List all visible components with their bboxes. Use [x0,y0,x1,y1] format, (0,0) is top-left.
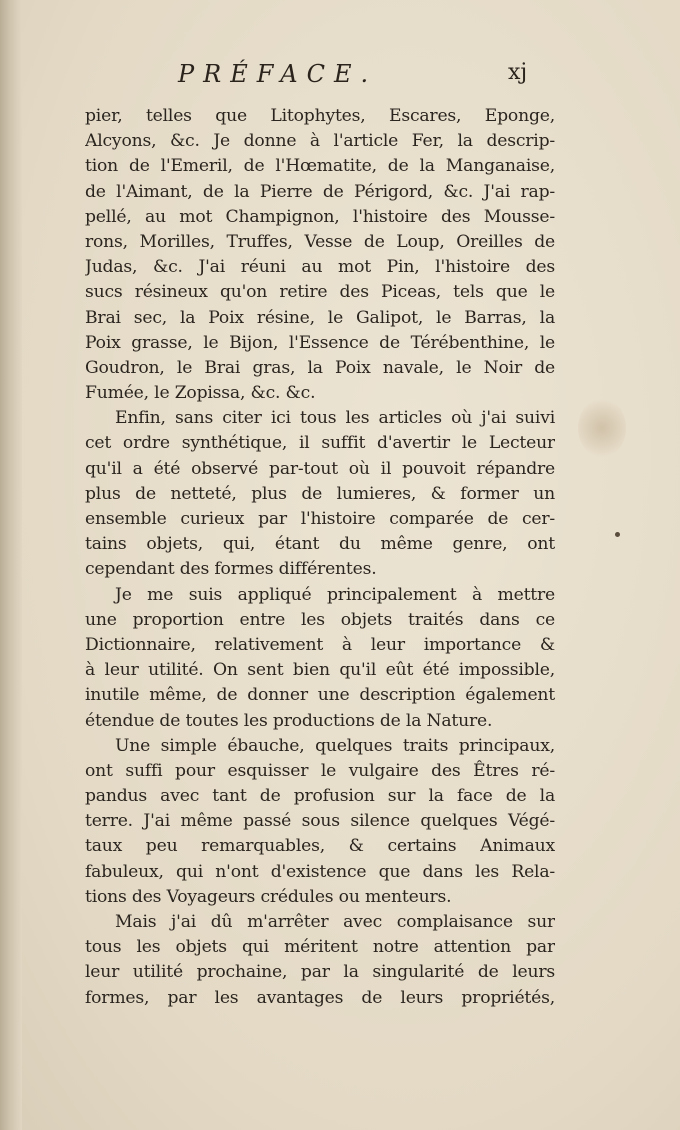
text-line: taux peu remarquables, & certains Animaux [85,836,555,857]
text-line: cependant des formes différentes. [85,559,377,580]
text-line: Fumée, le Zopissa, &c. &c. [85,383,316,404]
text-line: sucs résineux qu'on retire des Piceas, tels que le [85,282,555,303]
text-line: Goudron, le Brai gras, la Poix navale, le Noir de [85,357,555,378]
text-line: Mais j'ai dû m'arrêter avec complaisance sur [115,912,555,932]
text-line: tains objets, qui, étant du même genre, ont [85,534,555,555]
running-header [0,60,680,90]
text-line: Judas, &c. J'ai réuni au mot Pin, l'histoire des [85,257,555,278]
text-line: pellé, au mot Champignon, l'histoire des Mousse- [85,206,555,227]
text-line: tous les objets qui méritent notre attention par [85,937,555,958]
text-line: tion de l'Emeril, de l'Hœmatite, de la Manganaise, [85,156,555,177]
text-line: Dictionnaire, relativement à leur importance & [85,634,555,655]
text-line: Brai sec, la Poix résine, le Galipot, le Barras, la [85,307,555,328]
ink-spot [615,532,620,537]
text-line: Je me suis appliqué principalement à mettre [115,584,555,605]
page-gutter [0,0,22,1130]
text-line: fabuleux, qui n'ont d'existence que dans les Rela- [85,861,555,882]
text-line: à leur utilité. On sent bien qu'il eût été impossible, [85,660,555,681]
text-line: cet ordre synthétique, il suffit d'avertir le Lecteur [85,433,555,454]
text-line: pandus avec tant de profusion sur la face de la [85,786,555,807]
body-text [85,104,555,1011]
text-line: leur utilité prochaine, par la singularité de leurs [85,962,555,983]
page-number: xj [508,60,528,85]
text-line: tions des Voyageurs crédules ou menteurs. [85,886,452,907]
text-line: pier, telles que Litophytes, Escares, Eponge, [85,106,555,126]
text-line: formes, par les avantages de leurs propriétés, [85,987,555,1008]
text-line: plus de netteté, plus de lumieres, & former un [85,483,555,504]
text-line: qu'il a été observé par-tout où il pouvoit répandre [85,458,555,479]
text-line: terre. J'ai même passé sous silence quelques Végé- [85,811,555,832]
text-line: ont suffi pour esquisser le vulgaire des Êtres ré- [85,760,555,781]
text-line: inutile même, de donner une description également [85,685,555,706]
text-line: étendue de toutes les productions de la Nature. [85,710,493,731]
text-line: de l'Aimant, de la Pierre de Périgord, &c. J'ai rap- [85,181,555,202]
text-line: ensemble curieux par l'histoire comparée de cer- [85,509,555,529]
text-line: une proportion entre les objets traités dans ce [85,609,555,630]
header-title: PRÉFACE. [178,60,378,88]
text-line: rons, Morilles, Truffes, Vesse de Loup, Oreilles de [85,231,555,252]
text-line: Poix grasse, le Bijon, l'Essence de Térébenthine, le [85,332,555,353]
text-line: Une simple ébauche, quelques traits principaux, [115,735,555,756]
text-line: Enfin, sans citer ici tous les articles où j'ai suivi [115,408,555,429]
foxing-stain [578,398,626,458]
text-line: Alcyons, &c. Je donne à l'article Fer, la descrip- [85,131,555,152]
